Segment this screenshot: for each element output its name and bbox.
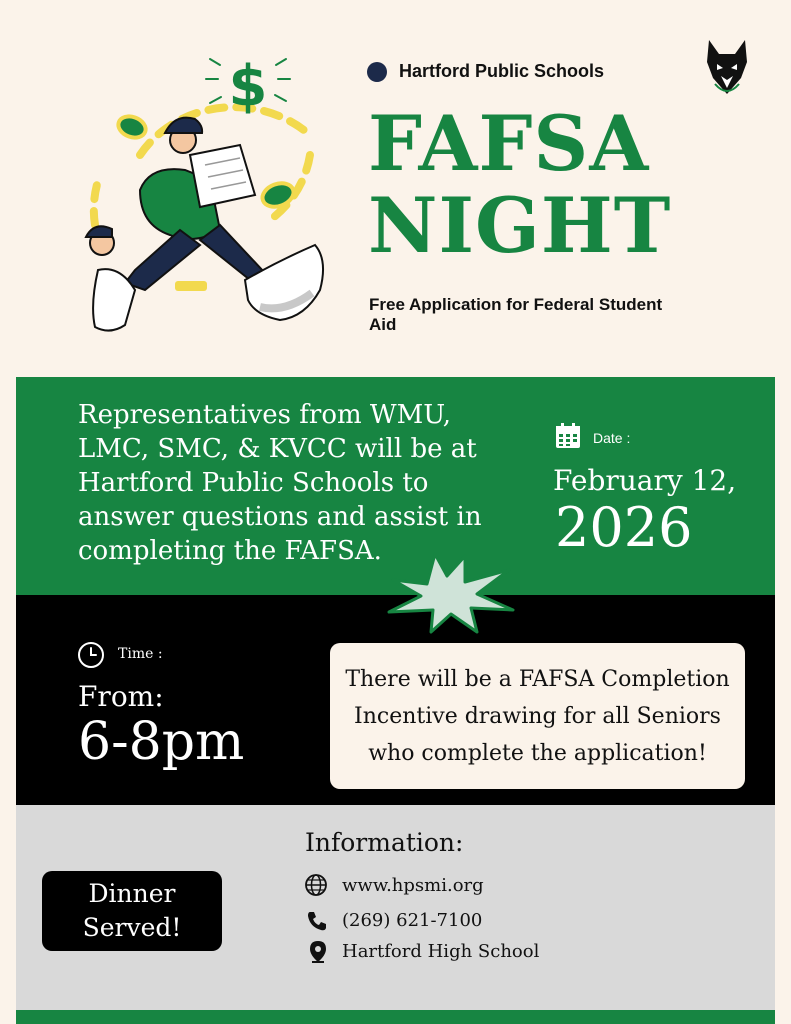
time-label: Time : [118, 646, 163, 662]
starburst-icon [385, 552, 515, 634]
calendar-icon [555, 423, 581, 449]
info-title: Information: [305, 828, 464, 857]
location-pin-icon [309, 940, 327, 964]
organization-name: Hartford Public Schools [399, 61, 605, 81]
time-value: 6-8pm [78, 712, 245, 772]
date-label: Date : [593, 430, 631, 446]
bottom-bar [16, 1010, 775, 1024]
globe-icon [304, 873, 328, 897]
date-year: 2026 [555, 496, 693, 559]
wolf-logo-icon [703, 38, 751, 96]
from-label: From: [78, 680, 164, 713]
location-text: Hartford High School [342, 941, 540, 962]
svg-text:$: $ [228, 54, 268, 119]
title-line-1: FAFSA [368, 99, 650, 188]
incentive-text: There will be a FAFSA Completion Incentive drawing for all Seniors who complete the application! [345, 666, 730, 766]
date-main: February 12, [553, 464, 737, 497]
clock-icon [77, 641, 105, 669]
subtitle: Free Application for Federal Student Aid [369, 295, 663, 334]
website-link[interactable]: www.hpsmi.org [342, 875, 484, 896]
phone-icon [306, 910, 328, 932]
dinner-text: Dinner Served! [82, 879, 182, 942]
dinner-badge [42, 871, 222, 951]
org-dot [367, 62, 387, 82]
incentive-box [330, 643, 745, 789]
student-money-illustration [80, 45, 340, 340]
phone-number[interactable]: (269) 621-7100 [342, 910, 483, 931]
title-line-2: NIGHT [368, 181, 672, 270]
event-description: Representatives from WMU, LMC, SMC, & KVCC will be at Hartford Public Schools to answer questions and assist in completing the FAFSA. [78, 400, 482, 566]
